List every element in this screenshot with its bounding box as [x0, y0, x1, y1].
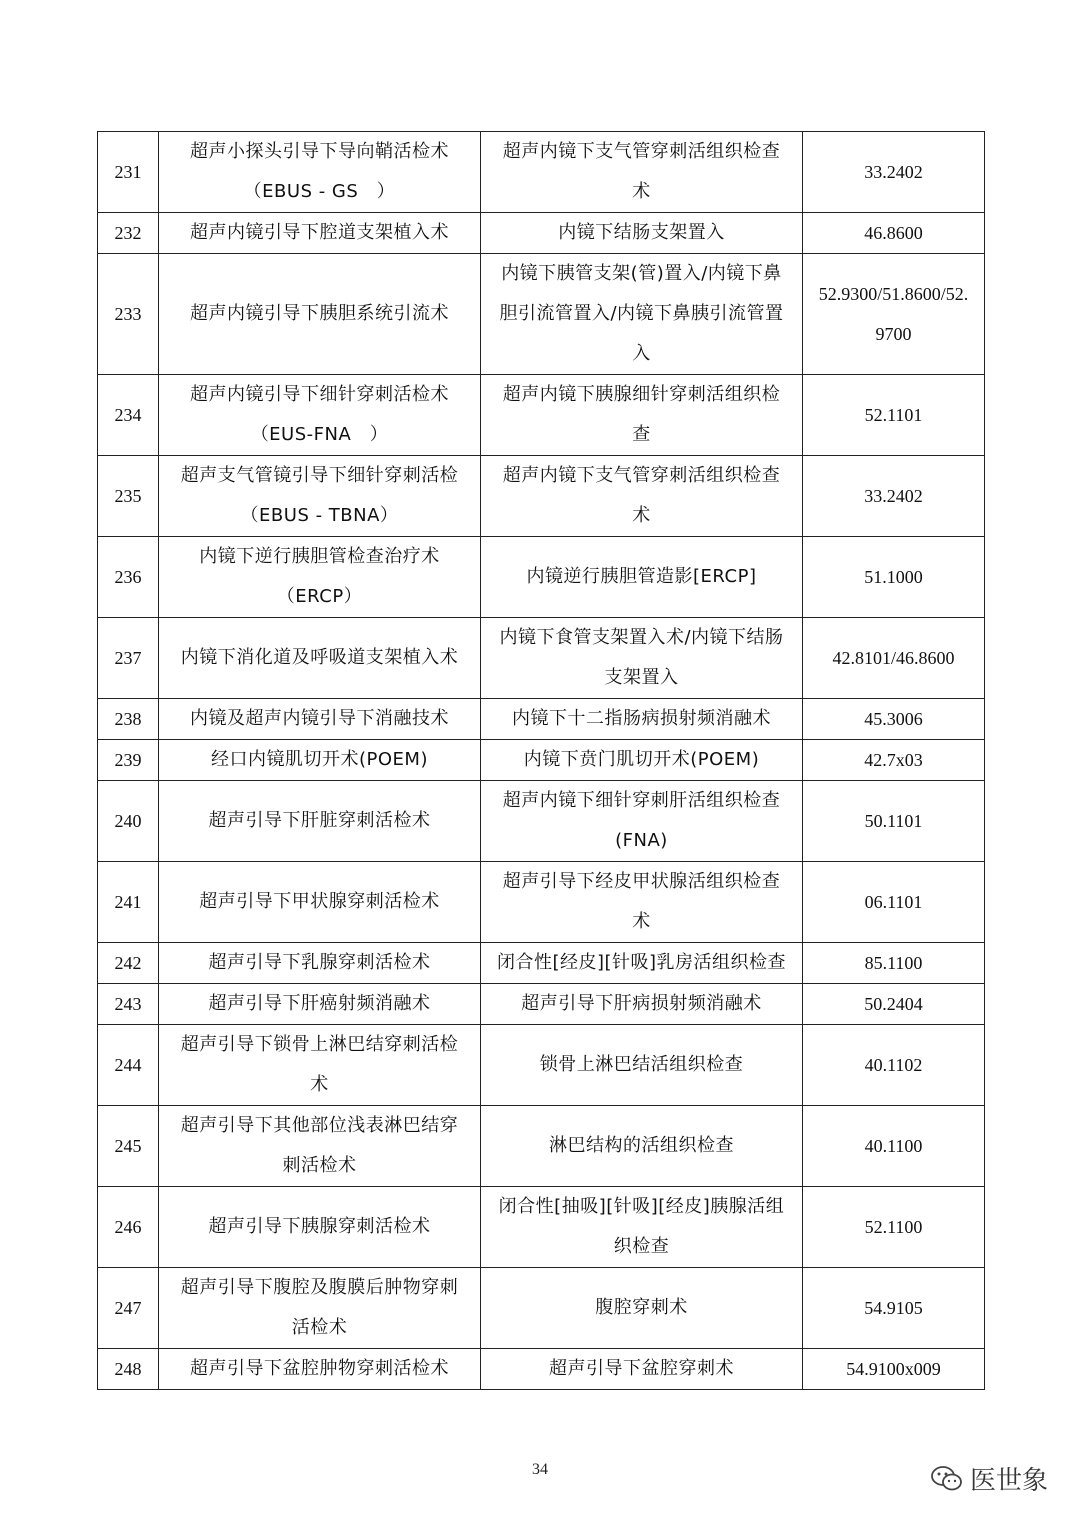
- row-number-cell: [98, 943, 159, 984]
- procedure-name-cell: [159, 456, 481, 537]
- procedure-name-cell: [159, 1025, 481, 1106]
- billing-item-cell: [481, 213, 803, 254]
- billing-item-line: 闭合性[经皮][针吸]乳房活组织检查: [496, 952, 787, 973]
- billing-item-line: 查: [632, 424, 651, 445]
- billing-item-cell: [481, 699, 803, 740]
- procedure-code-cell: [803, 943, 985, 984]
- billing-item-line: 内镜下胰管支架(管)置入/内镜下鼻: [501, 263, 782, 284]
- procedure-code-cell: [803, 1025, 985, 1106]
- row-number-cell: [98, 456, 159, 537]
- billing-item-line: 术: [632, 181, 651, 202]
- procedure-code-line: 40.1100: [864, 1136, 923, 1156]
- procedure-name-line: （EBUS - GS ）: [243, 181, 396, 202]
- procedure-code-line: 52.1101: [864, 405, 923, 425]
- procedure-name-cell: [159, 862, 481, 943]
- procedure-code-cell: [803, 699, 985, 740]
- page-number: 34: [532, 1461, 548, 1478]
- procedure-name-cell: [159, 537, 481, 618]
- procedure-name-line: 超声引导下胰腺穿刺活检术: [208, 1216, 431, 1237]
- procedure-name-line: 超声引导下甲状腺穿刺活检术: [199, 891, 440, 912]
- billing-item-line: 锁骨上淋巴结活组织检查: [539, 1054, 744, 1075]
- procedure-name-cell: [159, 943, 481, 984]
- procedure-name-line: 活检术: [291, 1317, 348, 1338]
- procedure-name-line: 超声内镜引导下胰胆系统引流术: [190, 303, 449, 324]
- table-row: [98, 254, 985, 375]
- row-number-cell: [98, 537, 159, 618]
- table-row: [98, 537, 985, 618]
- procedure-name-cell: [159, 740, 481, 781]
- procedure-code-cell: [803, 456, 985, 537]
- procedure-name-cell: [159, 254, 481, 375]
- procedure-code-line: 42.8101/46.8600: [832, 648, 955, 668]
- procedure-name-cell: [159, 781, 481, 862]
- procedure-code-line: 52.9300/51.8600/52.: [818, 284, 969, 304]
- procedure-name-line: 经口内镜肌切开术(POEM): [211, 749, 428, 770]
- procedure-name-line: 超声支气管镜引导下细针穿刺活检: [180, 465, 459, 486]
- billing-item-line: 腹腔穿刺术: [595, 1297, 688, 1318]
- row-number-line: 239: [114, 750, 142, 770]
- row-number-line: 245: [114, 1136, 142, 1156]
- row-number-line: 235: [114, 486, 142, 506]
- row-number-cell: [98, 862, 159, 943]
- row-number-line: 242: [114, 953, 142, 973]
- table-row: [98, 1106, 985, 1187]
- procedure-table: [97, 131, 985, 1390]
- procedure-name-line: 超声引导下肝癌射频消融术: [208, 993, 431, 1014]
- procedure-name-line: 超声引导下盆腔肿物穿刺活检术: [190, 1358, 449, 1379]
- billing-item-line: 胆引流管置入/内镜下鼻胰引流管置: [499, 303, 784, 324]
- billing-item-line: 超声内镜下支气管穿刺活组织检查: [502, 141, 781, 162]
- billing-item-cell: [481, 618, 803, 699]
- table-row: [98, 1268, 985, 1349]
- procedure-name-line: 超声引导下其他部位浅表淋巴结穿: [180, 1115, 459, 1136]
- row-number-line: 240: [114, 811, 142, 831]
- procedure-code-cell: [803, 618, 985, 699]
- procedure-code-cell: [803, 1187, 985, 1268]
- procedure-name-line: 内镜下消化道及呼吸道支架植入术: [180, 647, 459, 668]
- procedure-code-cell: [803, 537, 985, 618]
- procedure-code-line: 52.1100: [864, 1217, 923, 1237]
- billing-item-line: 超声内镜下胰腺细针穿刺活组织检: [502, 384, 781, 405]
- billing-item-cell: [481, 1187, 803, 1268]
- billing-item-cell: [481, 943, 803, 984]
- row-number-line: 234: [114, 405, 142, 425]
- row-number-line: 236: [114, 567, 142, 587]
- procedure-name-line: 内镜及超声内镜引导下消融技术: [190, 708, 449, 729]
- wechat-icon: [930, 1464, 964, 1494]
- procedure-name-line: 刺活检术: [282, 1155, 357, 1176]
- billing-item-cell: [481, 984, 803, 1025]
- procedure-name-line: 超声内镜引导下腔道支架植入术: [190, 222, 449, 243]
- row-number-line: 244: [114, 1055, 142, 1075]
- row-number-cell: [98, 1106, 159, 1187]
- procedure-code-cell: [803, 984, 985, 1025]
- table-row: [98, 456, 985, 537]
- billing-item-line: 术: [632, 911, 651, 932]
- procedure-code-cell: [803, 862, 985, 943]
- billing-item-line: 术: [632, 505, 651, 526]
- procedure-code-line: 85.1100: [864, 953, 923, 973]
- procedure-name-line: 术: [310, 1074, 329, 1095]
- procedure-name-line: 超声引导下乳腺穿刺活检术: [208, 952, 431, 973]
- procedure-name-cell: [159, 375, 481, 456]
- procedure-code-cell: [803, 1349, 985, 1390]
- billing-item-line: 超声内镜下支气管穿刺活组织检查: [502, 465, 781, 486]
- table-row: [98, 132, 985, 213]
- billing-item-cell: [481, 781, 803, 862]
- row-number-cell: [98, 1187, 159, 1268]
- table-row: [98, 862, 985, 943]
- row-number-cell: [98, 132, 159, 213]
- procedure-name-cell: [159, 699, 481, 740]
- table-row: [98, 943, 985, 984]
- procedure-code-cell: [803, 1106, 985, 1187]
- row-number-line: 241: [114, 892, 142, 912]
- billing-item-cell: [481, 1349, 803, 1390]
- procedure-code-line: 50.1101: [864, 811, 923, 831]
- procedure-code-cell: [803, 254, 985, 375]
- billing-item-line: 支架置入: [604, 667, 679, 688]
- procedure-name-line: 超声内镜引导下细针穿刺活检术: [190, 384, 449, 405]
- procedure-code-cell: [803, 781, 985, 862]
- table-row: [98, 375, 985, 456]
- row-number-cell: [98, 1349, 159, 1390]
- billing-item-line: 内镜下结肠支架置入: [558, 222, 725, 243]
- row-number-cell: [98, 740, 159, 781]
- procedure-name-line: 超声引导下肝脏穿刺活检术: [208, 810, 431, 831]
- row-number-line: 233: [114, 304, 142, 324]
- procedure-code-line: 51.1000: [864, 567, 923, 587]
- billing-item-line: 超声引导下肝病损射频消融术: [521, 993, 762, 1014]
- row-number-line: 237: [114, 648, 142, 668]
- procedure-name-cell: [159, 132, 481, 213]
- table-row: [98, 699, 985, 740]
- billing-item-line: 内镜下十二指肠病损射频消融术: [512, 708, 771, 729]
- billing-item-line: 内镜下贲门肌切开术(POEM): [523, 749, 760, 770]
- row-number-line: 231: [114, 162, 142, 182]
- table-row: [98, 1349, 985, 1390]
- row-number-line: 246: [114, 1217, 142, 1237]
- row-number-cell: [98, 1025, 159, 1106]
- procedure-code-line: 06.1101: [864, 892, 923, 912]
- billing-item-line: 超声引导下盆腔穿刺术: [549, 1358, 734, 1379]
- billing-item-line: 淋巴结构的活组织检查: [549, 1135, 734, 1156]
- row-number-cell: [98, 781, 159, 862]
- procedure-code-line: 54.9105: [864, 1298, 923, 1318]
- procedure-code-line: 45.3006: [864, 709, 923, 729]
- table-row: [98, 1025, 985, 1106]
- row-number-cell: [98, 1268, 159, 1349]
- procedure-name-line: （EUS-FNA ）: [250, 424, 389, 445]
- procedure-code-line: 46.8600: [864, 223, 923, 243]
- table-row: [98, 740, 985, 781]
- billing-item-cell: [481, 1025, 803, 1106]
- billing-item-line: (FNA): [615, 830, 668, 851]
- billing-item-cell: [481, 740, 803, 781]
- row-number-cell: [98, 213, 159, 254]
- billing-item-cell: [481, 456, 803, 537]
- procedure-name-line: （ERCP）: [276, 586, 363, 607]
- row-number-cell: [98, 254, 159, 375]
- procedure-code-cell: [803, 132, 985, 213]
- procedure-name-line: 超声小探头引导下导向鞘活检术: [190, 141, 449, 162]
- procedure-name-cell: [159, 213, 481, 254]
- billing-item-cell: [481, 254, 803, 375]
- procedure-code-cell: [803, 740, 985, 781]
- table-row: [98, 1187, 985, 1268]
- billing-item-line: 内镜下食管支架置入术/内镜下结肠: [499, 627, 784, 648]
- billing-item-line: 超声内镜下细针穿刺肝活组织检查: [502, 790, 781, 811]
- table-row: [98, 213, 985, 254]
- procedure-name-cell: [159, 1349, 481, 1390]
- table-row: [98, 984, 985, 1025]
- procedure-code-line: 33.2402: [864, 486, 923, 506]
- billing-item-cell: [481, 537, 803, 618]
- billing-item-line: 入: [632, 343, 651, 364]
- row-number-line: 247: [114, 1298, 142, 1318]
- procedure-code-line: 9700: [875, 324, 912, 344]
- procedure-name-cell: [159, 1187, 481, 1268]
- procedure-code-line: 40.1102: [864, 1055, 923, 1075]
- procedure-name-line: （EBUS - TBNA）: [240, 505, 399, 526]
- billing-item-cell: [481, 375, 803, 456]
- procedure-name-cell: [159, 984, 481, 1025]
- billing-item-cell: [481, 1268, 803, 1349]
- table-row: [98, 618, 985, 699]
- row-number-line: 243: [114, 994, 142, 1014]
- procedure-code-line: 54.9100x009: [846, 1359, 941, 1379]
- row-number-cell: [98, 699, 159, 740]
- procedure-name-cell: [159, 1106, 481, 1187]
- procedure-code-line: 50.2404: [864, 994, 923, 1014]
- procedure-code-cell: [803, 1268, 985, 1349]
- procedure-code-line: 33.2402: [864, 162, 923, 182]
- procedure-name-line: 超声引导下腹腔及腹膜后肿物穿刺: [180, 1277, 459, 1298]
- billing-item-cell: [481, 132, 803, 213]
- procedure-code-cell: [803, 213, 985, 254]
- billing-item-line: 织检查: [613, 1236, 670, 1257]
- table-row: [98, 781, 985, 862]
- procedure-code-cell: [803, 375, 985, 456]
- row-number-line: 248: [114, 1359, 142, 1379]
- procedure-name-cell: [159, 1268, 481, 1349]
- row-number-line: 238: [114, 709, 142, 729]
- procedure-name-line: 内镜下逆行胰胆管检查治疗术: [199, 546, 440, 567]
- billing-item-line: 超声引导下经皮甲状腺活组织检查: [502, 871, 781, 892]
- row-number-cell: [98, 375, 159, 456]
- procedure-name-cell: [159, 618, 481, 699]
- row-number-cell: [98, 618, 159, 699]
- table-body: [98, 132, 985, 1390]
- procedure-name-line: 超声引导下锁骨上淋巴结穿刺活检: [180, 1034, 459, 1055]
- procedure-code-line: 42.7x03: [864, 750, 923, 770]
- row-number-line: 232: [114, 223, 142, 243]
- row-number-cell: [98, 984, 159, 1025]
- billing-item-cell: [481, 1106, 803, 1187]
- billing-item-cell: [481, 862, 803, 943]
- billing-item-line: 内镜逆行胰胆管造影[ERCP]: [526, 566, 757, 587]
- billing-item-line: 闭合性[抽吸][针吸][经皮]胰腺活组: [498, 1196, 785, 1217]
- watermark-text: 医世象: [970, 1466, 1049, 1496]
- watermark: [930, 1460, 1048, 1497]
